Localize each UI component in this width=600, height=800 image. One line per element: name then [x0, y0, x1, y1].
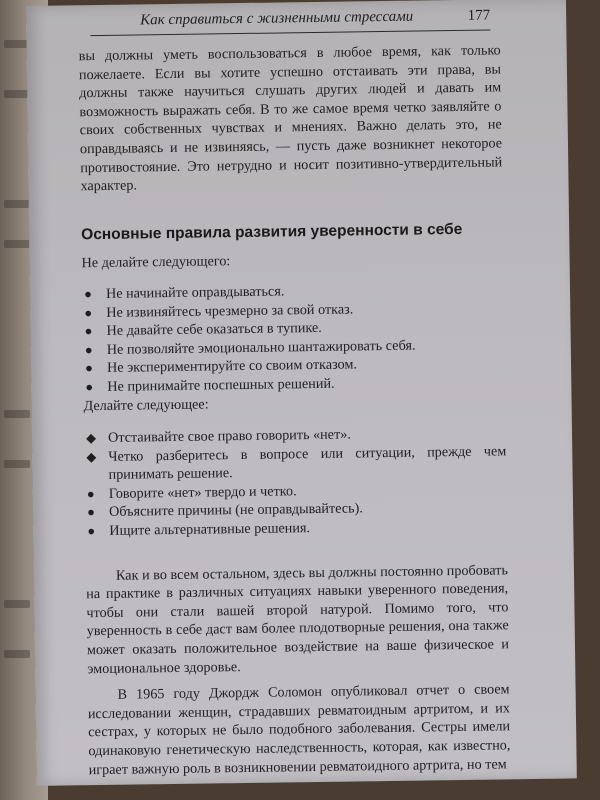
- list-item: ● Объясните причины (не оправдывайтесь).: [86, 500, 363, 521]
- list-item: ● Ищите альтернативные решения.: [87, 520, 311, 539]
- book-page: [26, 0, 577, 786]
- left-page-text-fragment: [4, 650, 30, 658]
- list-item: ● Не начинайте оправдываться.: [83, 283, 285, 302]
- list-item: ● Говорите «нет» твердо и четко.: [86, 483, 297, 502]
- header-title: Как справиться с жизненными стрессами: [140, 8, 414, 29]
- solomon-paragraph: В 1965 году Джордж Соломон опубликовал отчет о своем исследовании женщин, страдавших ревматоидным артритом, и их сестрах, у которых не было подобного заболевания. Сестры имели одинаковую генетическую наследственность, которая, как известно, играет важную роль в возникновении ревматоидного артрита, но тем: [87, 681, 511, 778]
- bullet-icon: ●: [84, 323, 93, 339]
- list-item: ◆ Четко разберитесь в вопросе или ситуации, прежде чем принимать решение.: [86, 443, 507, 484]
- intro-paragraph: вы должны уметь воспользоваться в любое время, как только пожелаете. Если вы хотите успешно отстаивать эти права, вы должны также научиться слушать других людей и давать им возможность выражать себя. В то же самое время четко заявляйте о своих собственных чувствах и мнениях. Важно делать это, не оправдываясь и не извиняясь, — пусть даже возникнет некоторое противостояние. Это нетрудно и носит позитивно-утвердительный характер.: [78, 42, 503, 195]
- bullet-icon: ●: [84, 304, 93, 320]
- bullet-icon: ◆: [85, 430, 97, 446]
- left-page-text-fragment: [4, 410, 30, 418]
- left-page-text-fragment: [4, 600, 30, 608]
- left-page-text-fragment: [4, 240, 30, 248]
- do-list: [84, 423, 508, 540]
- bullet-icon: ●: [85, 379, 94, 395]
- bullet-icon: ●: [83, 286, 92, 302]
- dont-list: [82, 279, 506, 396]
- page-body: [79, 41, 511, 779]
- running-header: [90, 6, 490, 37]
- section-title: Основные правила развития уверенности в себе: [81, 220, 463, 244]
- list-item: ● Не экспериментируйте со своим отказом.: [84, 356, 358, 377]
- bullet-icon: ●: [84, 341, 93, 357]
- page-number: 177: [467, 7, 491, 24]
- bullet-icon: ●: [86, 504, 96, 520]
- left-page-text-fragment: [4, 200, 30, 208]
- list-item: ● Не давайте себе оказаться в тупике.: [84, 320, 322, 340]
- left-page-text-fragment: [4, 460, 30, 468]
- practice-paragraph: Как и во всем остальном, здесь вы должны постоянно пробовать на практике в различных ситуациях навыки уверенного поведения, чтобы они стали вашей второй натурой. Помимо того, что уверенность в себе даст вам более плодотворные решения, она также может оказать положительное воздействие на ваше физическое и эмоциональное здоровье.: [86, 561, 510, 677]
- bullet-icon: ●: [87, 523, 96, 539]
- bullet-icon: ◆: [86, 448, 97, 464]
- do-heading: Делайте следующее:: [83, 395, 209, 414]
- list-item: ● Не позволяйте эмоционально шантажировать себя.: [84, 337, 416, 358]
- list-item: ● Не извиняйтесь чрезмерно за свой отказ.: [84, 300, 354, 321]
- dont-heading: Не делайте следующего:: [81, 253, 231, 272]
- left-page-text-fragment: [4, 90, 30, 98]
- bullet-icon: ●: [84, 360, 94, 376]
- list-item: ◆ Отстаивайте свое право говорить «нет».: [85, 426, 351, 446]
- list-item: ● Не принимайте поспешных решений.: [85, 375, 335, 395]
- bullet-icon: ●: [86, 485, 95, 502]
